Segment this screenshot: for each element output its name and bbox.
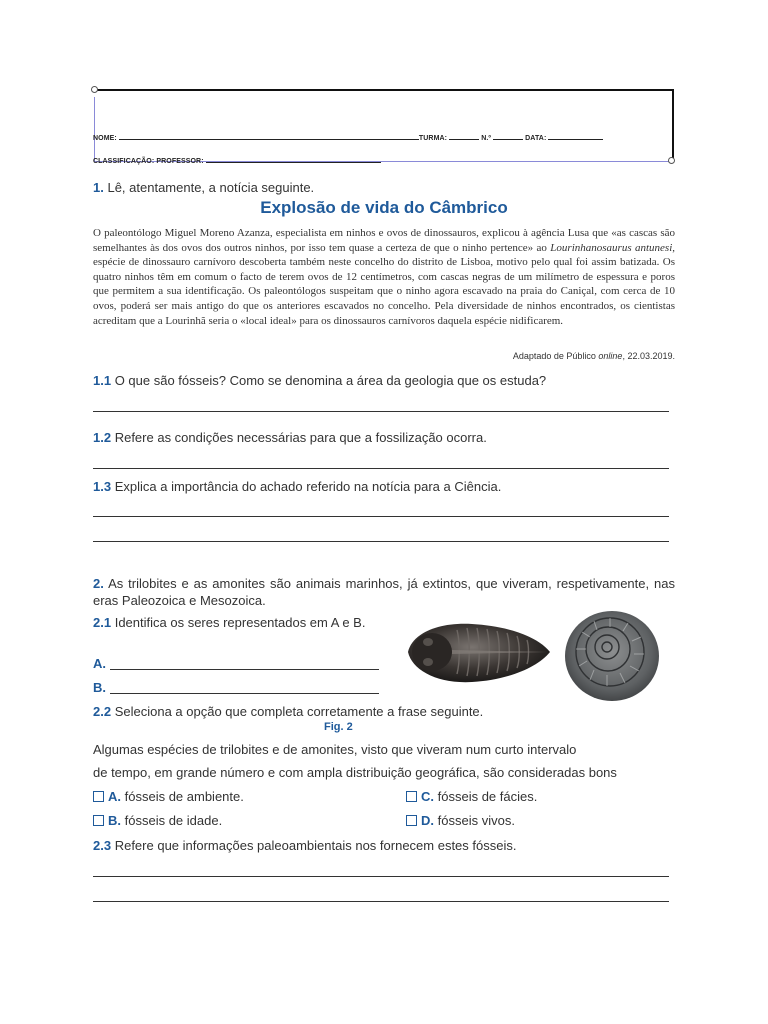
figure-caption: Fig. 2 bbox=[324, 721, 353, 733]
source-online: online bbox=[598, 351, 623, 361]
q2-number: 2. bbox=[93, 576, 104, 591]
source-date: , 22.03.2019. bbox=[622, 351, 675, 361]
q1-2-text: Refere as condições necessárias para que a fossilização ocorra. bbox=[114, 430, 487, 445]
header-name-row bbox=[93, 132, 603, 142]
data-field[interactable] bbox=[548, 132, 603, 140]
option-b-letter: B. bbox=[108, 813, 121, 828]
q1-3-number: 1.3 bbox=[93, 479, 112, 494]
option-b-text: fósseis de idade. bbox=[124, 813, 223, 828]
answer-a-label: A. bbox=[93, 656, 106, 671]
answer-line[interactable] bbox=[93, 901, 669, 902]
turma-label: TURMA: bbox=[418, 135, 448, 142]
answer-line[interactable] bbox=[93, 411, 669, 412]
numero-label: N.º bbox=[481, 135, 492, 142]
option-b[interactable] bbox=[93, 813, 222, 828]
option-c-text: fósseis de fácies. bbox=[437, 789, 538, 804]
checkbox-c[interactable] bbox=[406, 791, 417, 802]
question-1-3 bbox=[93, 479, 501, 494]
q2-1-number: 2.1 bbox=[93, 615, 112, 630]
checkbox-b[interactable] bbox=[93, 815, 104, 826]
q2-3-number: 2.3 bbox=[93, 838, 112, 853]
article-text-end: , espécie de dinossauro carnívoro descoberta também neste concelho do distrito de Lisboa, motivo pelo qual foi assim batizada. Os quatro ninhos têm em comum o facto de terem ovos de 12 centímetros, com cascas negras de um milímetro de espessura e poros que permitem a sua identificação. Os paleontólogos suspeitam que o ninho agora escavado na praia do Caniçal, com cerca de 10 ovos, poderá ser mais antigo do que os anteriores escavados no concelho. Pela diversidade de ninhos encontrados, os cientistas acreditam que a Lourinhã seria o «local ideal» para os dinossauros carnívoros daquela espécie nidificarem. bbox=[93, 241, 675, 327]
option-d[interactable] bbox=[406, 813, 515, 828]
statement-line-1: Algumas espécies de trilobites e de amonites, visto que viveram num curto intervalo bbox=[93, 742, 577, 757]
checkbox-d[interactable] bbox=[406, 815, 417, 826]
q1-3-text: Explica a importância do achado referido na notícia para a Ciência. bbox=[114, 479, 502, 494]
q2-1-text: Identifica os seres representados em A e B. bbox=[114, 615, 366, 630]
data-label: DATA: bbox=[525, 135, 547, 142]
option-c[interactable] bbox=[406, 789, 537, 804]
article-title: Explosão de vida do Câmbrico bbox=[260, 198, 508, 217]
question-2-1 bbox=[93, 614, 398, 631]
professor-field[interactable] bbox=[206, 155, 381, 163]
name-label: NOME: bbox=[93, 135, 117, 142]
question-2-3 bbox=[93, 838, 516, 853]
intro-instruction bbox=[93, 180, 314, 195]
answer-b-row bbox=[93, 680, 106, 695]
answer-line[interactable] bbox=[93, 541, 669, 542]
article-species-name: Lourinhanosaurus antunesi bbox=[550, 241, 673, 254]
option-d-text: fósseis vivos. bbox=[437, 813, 515, 828]
article-body bbox=[93, 226, 675, 328]
answer-b-label: B. bbox=[93, 680, 106, 695]
header-guide-lines bbox=[94, 97, 673, 162]
turma-field[interactable] bbox=[449, 132, 479, 140]
numero-field[interactable] bbox=[493, 132, 523, 140]
q1-1-number: 1.1 bbox=[93, 373, 112, 388]
question-2-2 bbox=[93, 704, 483, 719]
q1-1-text: O que são fósseis? Como se denomina a área da geologia que os estuda? bbox=[114, 373, 547, 388]
q1-2-number: 1.2 bbox=[93, 430, 112, 445]
q2-text: As trilobites e as amonites são animais marinhos, já extintos, que viveram, respetivamente, nas eras Paleozoica e Mesozoica. bbox=[93, 576, 675, 608]
header-grade-row bbox=[93, 155, 381, 165]
answer-line[interactable] bbox=[93, 468, 669, 469]
option-a-text: fósseis de ambiente. bbox=[124, 789, 244, 804]
q2-2-text: Seleciona a opção que completa corretamente a frase seguinte. bbox=[114, 704, 484, 719]
q2-3-text: Refere que informações paleoambientais nos fornecem estes fósseis. bbox=[114, 838, 517, 853]
option-a[interactable] bbox=[93, 789, 244, 804]
frame-handle-top-left[interactable] bbox=[91, 86, 98, 93]
ammonite-image bbox=[562, 604, 664, 704]
answer-line[interactable] bbox=[93, 876, 669, 877]
q2-2-number: 2.2 bbox=[93, 704, 112, 719]
answer-line[interactable] bbox=[93, 516, 669, 517]
frame-handle-bottom-right[interactable] bbox=[668, 157, 675, 164]
name-field[interactable] bbox=[119, 132, 419, 140]
answer-b-line[interactable] bbox=[110, 693, 379, 694]
answer-a-line[interactable] bbox=[110, 669, 379, 670]
source-prefix: Adaptado de Público bbox=[512, 351, 599, 361]
option-d-letter: D. bbox=[421, 813, 434, 828]
question-1-1 bbox=[93, 373, 546, 388]
question-1-2 bbox=[93, 430, 487, 445]
classificacao-label: CLASSIFICAÇÃO: bbox=[93, 158, 155, 165]
professor-label: PROFESSOR: bbox=[156, 158, 204, 165]
checkbox-a[interactable] bbox=[93, 791, 104, 802]
article-source bbox=[513, 351, 675, 361]
answer-a-row bbox=[93, 656, 106, 671]
option-c-letter: C. bbox=[421, 789, 434, 804]
intro-number: 1. bbox=[93, 180, 104, 195]
intro-text: Lê, atentamente, a notícia seguinte. bbox=[107, 180, 315, 195]
option-a-letter: A. bbox=[108, 789, 121, 804]
article-text-start: O paleontólogo Miguel Moreno Azanza, especialista em ninhos e ovos de dinossauros, explicou à agência Lusa que «as cascas são semelhantes às dos ovos dos outros ninhos, por isso tem quase a certeza de que o ninho pertence» ao bbox=[93, 227, 675, 254]
statement-line-2: de tempo, em grande número e com ampla distribuição geográfica, são consideradas bons bbox=[93, 765, 617, 780]
trilobite-image bbox=[402, 612, 552, 694]
